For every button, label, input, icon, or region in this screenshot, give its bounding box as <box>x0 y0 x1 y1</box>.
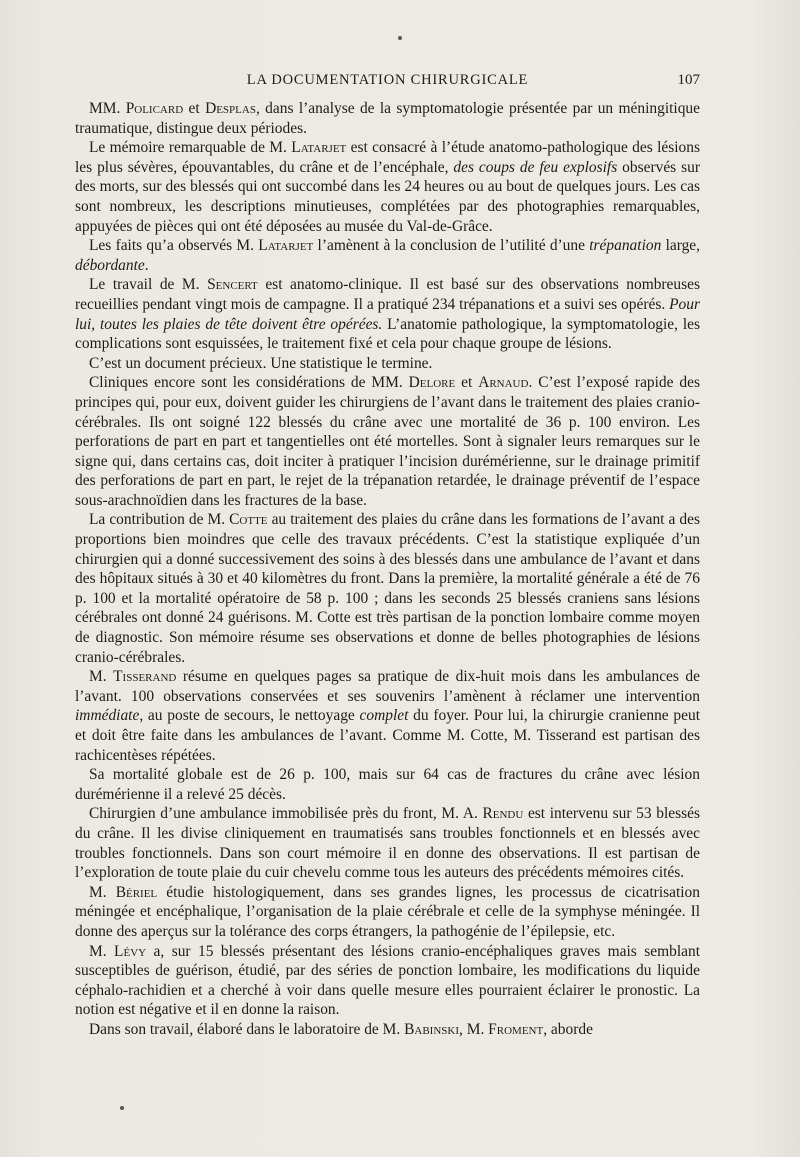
paragraph <box>75 138 700 236</box>
text-run: est consacré à l’étude anatomo-pathologique des lésions les plus sévères, épouvantables, du crâne et de l’encéphale, <box>75 139 701 176</box>
author-name: Arnaud <box>478 374 529 392</box>
author-name: Bériel <box>115 883 158 901</box>
text-run: et <box>183 100 206 117</box>
text-run: Les faits qu’a observés M. <box>89 237 259 255</box>
author-name: Policard <box>125 100 184 117</box>
text-run: au traitement des plaies du crâne dans les formations de l’avant a des proportions bien moindres que celle des travaux précédents. C’est la statistique expliquée d’un chirurgien qui a donné successivement des soins à des blessés dans une ambulance de l’avant et dans des hôpitaux situés à 30 et 40 kilomètres du front. Dans la première, la mortalité générale a été de 76 p. 100 et la mortalité opératoire de 58 p. 100 ; dans les seconds 25 blessés craniens sans lésions cérébrales ont donné 24 guérisons. M. Cotte est très partisan de la ponction lombaire comme moyen de diagnostic. Son mémoire résume ses observations et donne de belles photographies de lésions cranio-cérébrales. <box>75 511 701 666</box>
text-run: M. <box>89 668 114 686</box>
ink-speck <box>120 1106 124 1110</box>
ink-speck <box>398 36 402 40</box>
author-name: Lévy <box>114 942 147 960</box>
paragraph <box>75 373 700 510</box>
text-run: Le travail de M. <box>89 276 208 294</box>
paragraph <box>75 275 700 353</box>
emphasis-text: immédiate <box>75 707 140 725</box>
text-run: , dans l’analyse de la symptomatologie présentée par un méningitique traumatique, distingue deux périodes. <box>75 100 700 137</box>
text-run: M. <box>89 883 116 901</box>
text-run: observés sur des morts, sur des blessés qui ont succombé dans les 24 heures ou au bout de quelques jours. Les cas sont nombreux, les descriptions minutieuses, complétées par des photographies remarquables, appuyées de pièces qui ont été déposées au musée du Val-de-Grâce. <box>75 158 700 235</box>
text-run: Chirurgien d’une ambulance immobilisée près du front, M. A. <box>89 805 483 823</box>
author-name: Latarjet <box>291 139 347 157</box>
text-run: étudie histologiquement, dans ses grandes lignes, les processus de cicatrisation méningée et encéphalique, l’organisation de la plaie cérébrale et celle de la symphyse méningée. Il donne des aperçus sur la tolérance des corps étrangers, la pathogénie de l’épilepsie, etc. <box>75 883 700 940</box>
emphasis-text: débordante <box>75 256 145 274</box>
text-run: Cliniques encore sont les considérations de MM. <box>89 374 409 392</box>
emphasis-text: complet <box>359 707 409 725</box>
author-name: Sencert <box>207 276 258 294</box>
paragraph <box>75 765 700 804</box>
emphasis-text: trépanation <box>589 237 662 255</box>
paragraph <box>75 804 700 882</box>
text-run: a, sur 15 blessés présentant des lésions cranio-encéphaliques graves mais semblant susceptibles de guérison, étudié, par des séries de ponction lombaire, les modifications du liquide céphalo-rachidien et a cherché à voir dans quelle mesure elles pourraient éclairer le pronostic. La notion est négative et il en donne la raison. <box>75 942 701 1019</box>
text-run: est intervenu sur 53 blessés du crâne. Il les divise cliniquement en traumatisés sans troubles fonctionnels et en blessés avec troubles fonctionnels. Dans son court mémoire il en donne des observations. Il est partisan de l’exploration de toute plaie du cuir chevelu comme tous les auteurs des précédents mémoires cités. <box>75 805 700 882</box>
author-name: Froment <box>488 1020 544 1038</box>
emphasis-text: des coups de feu explosifs <box>453 158 618 176</box>
text-run: et <box>455 374 479 392</box>
body-text <box>75 99 700 1040</box>
paragraph <box>75 942 700 1020</box>
page-number: 107 <box>677 72 700 88</box>
paragraph <box>75 354 700 374</box>
author-name: Babinski <box>404 1020 459 1038</box>
text-run: est anatomo-clinique. Il est basé sur des observations nombreuses recueillies pendant vingt mois de campagne. Il a pratiqué 234 trépanations et a suivi ses opérés. <box>75 276 700 313</box>
text-run: résume en quelques pages sa pratique de dix-huit mois dans les ambulances de l’avant. 100 observations conservées et ses souvenirs l’amènent à réclamer une intervention <box>75 668 700 705</box>
text-run: . <box>144 256 149 274</box>
text-run: L’anatomie pathologique, la symptomatologie, les complications sont esquissées, le traitement fixé et cela pour chaque groupe de lésions. <box>75 315 700 353</box>
author-name: Latarjet <box>258 237 314 255</box>
text-run: l’amènent à la conclusion de l’utilité d’une <box>313 237 590 255</box>
author-name: Delore <box>408 374 456 392</box>
text-run: , aborde <box>543 1020 593 1038</box>
text-run: du foyer. Pour lui, la chirurgie cranienne peut et doit être faite dans les ambulances de l’avant. Comme M. Cotte, M. Tisserand est partisan des rachicentèses répétées. <box>75 707 700 764</box>
running-head <box>75 72 700 94</box>
paragraph <box>75 667 700 765</box>
text-run: La contribution de M. <box>89 511 230 529</box>
running-head-title: LA DOCUMENTATION CHIRURGICALE <box>246 72 529 88</box>
text-run: M. <box>89 942 115 960</box>
text-run: MM. <box>89 100 126 117</box>
text-run: . C’est l’exposé rapide des principes qui, pour eux, doivent guider les chirurgiens de l’avant dans le traitement des plaies cranio-cérébrales. Ils ont soigné 122 blessés du crâne avec une mortalité de 36 p. 100 environ. Les perforations de part en part et tangentielles ont été mortelles. Sont à signaler leurs remarques sur le signe qui, dans certains cas, doit inciter à pratiquer l’incision durémérienne, sur le drainage primitif des perforations de part en part, le rejet de la trépanation retardée, le drainage préventif de l’espace sous-arachnoïdien dans les fractures de la base. <box>75 374 700 509</box>
author-name: Cotte <box>229 511 268 529</box>
text-run: , M. <box>459 1020 489 1038</box>
text-run: large, <box>661 237 701 255</box>
author-name: Rendu <box>482 805 524 823</box>
paragraph <box>75 236 700 275</box>
paragraph <box>75 883 700 942</box>
text-run: , au poste de secours, le nettoyage <box>139 707 360 725</box>
paragraph <box>75 99 700 138</box>
author-name: Tisserand <box>113 668 177 686</box>
paragraph <box>75 510 700 667</box>
text-run: Dans son travail, élaboré dans le laboratoire de M. <box>89 1020 405 1038</box>
emphasis-text: Pour lui, toutes les plaies de tête doivent être opérées. <box>75 295 700 333</box>
paragraph <box>75 1020 700 1040</box>
text-run: C’est un document précieux. Une statistique le termine. <box>89 354 433 372</box>
author-name: Desplas <box>205 100 256 117</box>
text-run: Sa mortalité globale est de 26 p. 100, mais sur 64 cas de fractures du crâne avec lésion durémérienne il a relevé 25 décès. <box>75 766 700 803</box>
text-run: Le mémoire remarquable de M. <box>89 139 292 157</box>
